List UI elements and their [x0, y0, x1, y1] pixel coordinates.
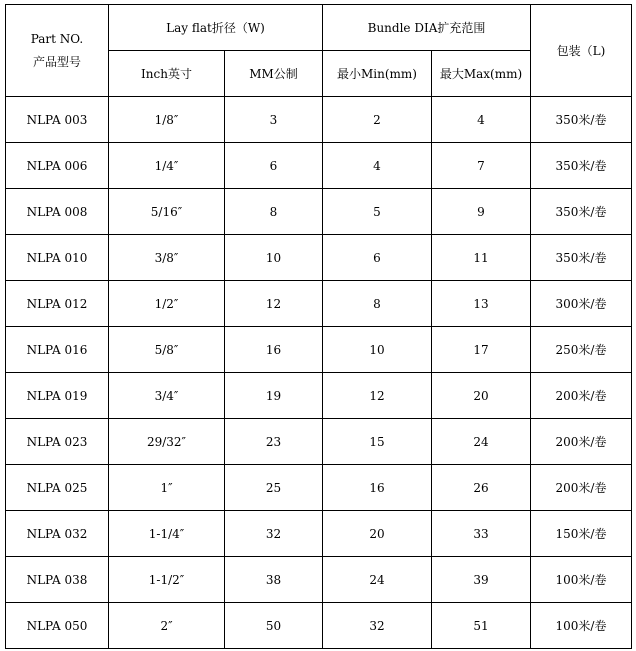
- max-cell: 11: [432, 235, 531, 281]
- packaging-cell: 350米/卷: [531, 189, 632, 235]
- max-cell: 7: [432, 143, 531, 189]
- mm-cell: 23: [225, 419, 323, 465]
- spec-table: [5, 4, 632, 649]
- max-cell: 26: [432, 465, 531, 511]
- mm-cell: 12: [225, 281, 323, 327]
- max-cell: 9: [432, 189, 531, 235]
- part-no-cell: NLPA 050: [6, 603, 109, 649]
- inch-cell: 1-1/4″: [109, 511, 225, 557]
- min-cell: 15: [323, 419, 432, 465]
- max-cell: 39: [432, 557, 531, 603]
- header-row: [6, 5, 632, 51]
- inch-cell: 29/32″: [109, 419, 225, 465]
- mm-cell: 25: [225, 465, 323, 511]
- min-cell: 8: [323, 281, 432, 327]
- inch-cell: 1/8″: [109, 97, 225, 143]
- part-no-cell: NLPA 023: [6, 419, 109, 465]
- mm-cell: 3: [225, 97, 323, 143]
- inch-cell: 5/16″: [109, 189, 225, 235]
- max-cell: 13: [432, 281, 531, 327]
- min-cell: 4: [323, 143, 432, 189]
- min-cell: 32: [323, 603, 432, 649]
- table-row: [6, 557, 632, 603]
- part-no-cell: NLPA 010: [6, 235, 109, 281]
- lay-flat-header: Lay flat折径（W): [109, 5, 323, 51]
- min-cell: 16: [323, 465, 432, 511]
- packaging-cell: 350米/卷: [531, 143, 632, 189]
- table-body: [6, 97, 632, 649]
- inch-cell: 3/4″: [109, 373, 225, 419]
- inch-cell: 2″: [109, 603, 225, 649]
- min-cell: 6: [323, 235, 432, 281]
- packaging-cell: 300米/卷: [531, 281, 632, 327]
- table-row: [6, 235, 632, 281]
- part-no-cell: NLPA 012: [6, 281, 109, 327]
- table-row: [6, 97, 632, 143]
- mm-cell: 10: [225, 235, 323, 281]
- mm-cell: 19: [225, 373, 323, 419]
- inch-cell: 3/8″: [109, 235, 225, 281]
- packaging-cell: 200米/卷: [531, 465, 632, 511]
- max-cell: 4: [432, 97, 531, 143]
- inch-cell: 1″: [109, 465, 225, 511]
- part-no-cell: NLPA 025: [6, 465, 109, 511]
- part-no-cell: NLPA 008: [6, 189, 109, 235]
- part-no-cell: NLPA 032: [6, 511, 109, 557]
- part-no-header: [6, 5, 109, 97]
- inch-cell: 5/8″: [109, 327, 225, 373]
- part-no-cell: NLPA 038: [6, 557, 109, 603]
- max-cell: 33: [432, 511, 531, 557]
- packaging-cell: 100米/卷: [531, 603, 632, 649]
- min-cell: 12: [323, 373, 432, 419]
- bundle-dia-header: Bundle DIA扩充范围: [323, 5, 531, 51]
- max-cell: 51: [432, 603, 531, 649]
- packaging-cell: 350米/卷: [531, 235, 632, 281]
- table-row: [6, 189, 632, 235]
- mm-header: MM公制: [225, 51, 323, 97]
- table-row: [6, 465, 632, 511]
- part-no-cell: NLPA 006: [6, 143, 109, 189]
- part-no-cell: NLPA 003: [6, 97, 109, 143]
- part-no-cell: NLPA 016: [6, 327, 109, 373]
- mm-cell: 32: [225, 511, 323, 557]
- packaging-header: 包装（L): [531, 5, 632, 97]
- packaging-cell: 350米/卷: [531, 97, 632, 143]
- packaging-cell: 200米/卷: [531, 419, 632, 465]
- packaging-cell: 250米/卷: [531, 327, 632, 373]
- packaging-cell: 150米/卷: [531, 511, 632, 557]
- table-row: [6, 603, 632, 649]
- max-cell: 20: [432, 373, 531, 419]
- mm-cell: 50: [225, 603, 323, 649]
- inch-header: Inch英寸: [109, 51, 225, 97]
- part-no-label: Part NO.: [30, 31, 84, 46]
- inch-cell: 1-1/2″: [109, 557, 225, 603]
- table-row: [6, 419, 632, 465]
- max-cell: 24: [432, 419, 531, 465]
- max-cell: 17: [432, 327, 531, 373]
- min-header: 最小Min(mm): [323, 51, 432, 97]
- max-header: 最大Max(mm): [432, 51, 531, 97]
- packaging-cell: 200米/卷: [531, 373, 632, 419]
- inch-cell: 1/2″: [109, 281, 225, 327]
- min-cell: 10: [323, 327, 432, 373]
- part-no-cell: NLPA 019: [6, 373, 109, 419]
- table-row: [6, 373, 632, 419]
- min-cell: 5: [323, 189, 432, 235]
- min-cell: 24: [323, 557, 432, 603]
- mm-cell: 38: [225, 557, 323, 603]
- mm-cell: 6: [225, 143, 323, 189]
- inch-cell: 1/4″: [109, 143, 225, 189]
- packaging-cell: 100米/卷: [531, 557, 632, 603]
- table-row: [6, 143, 632, 189]
- table-row: [6, 327, 632, 373]
- table-row: [6, 281, 632, 327]
- mm-cell: 8: [225, 189, 323, 235]
- mm-cell: 16: [225, 327, 323, 373]
- min-cell: 2: [323, 97, 432, 143]
- part-no-label-cn: 产品型号: [32, 54, 81, 69]
- table-row: [6, 511, 632, 557]
- min-cell: 20: [323, 511, 432, 557]
